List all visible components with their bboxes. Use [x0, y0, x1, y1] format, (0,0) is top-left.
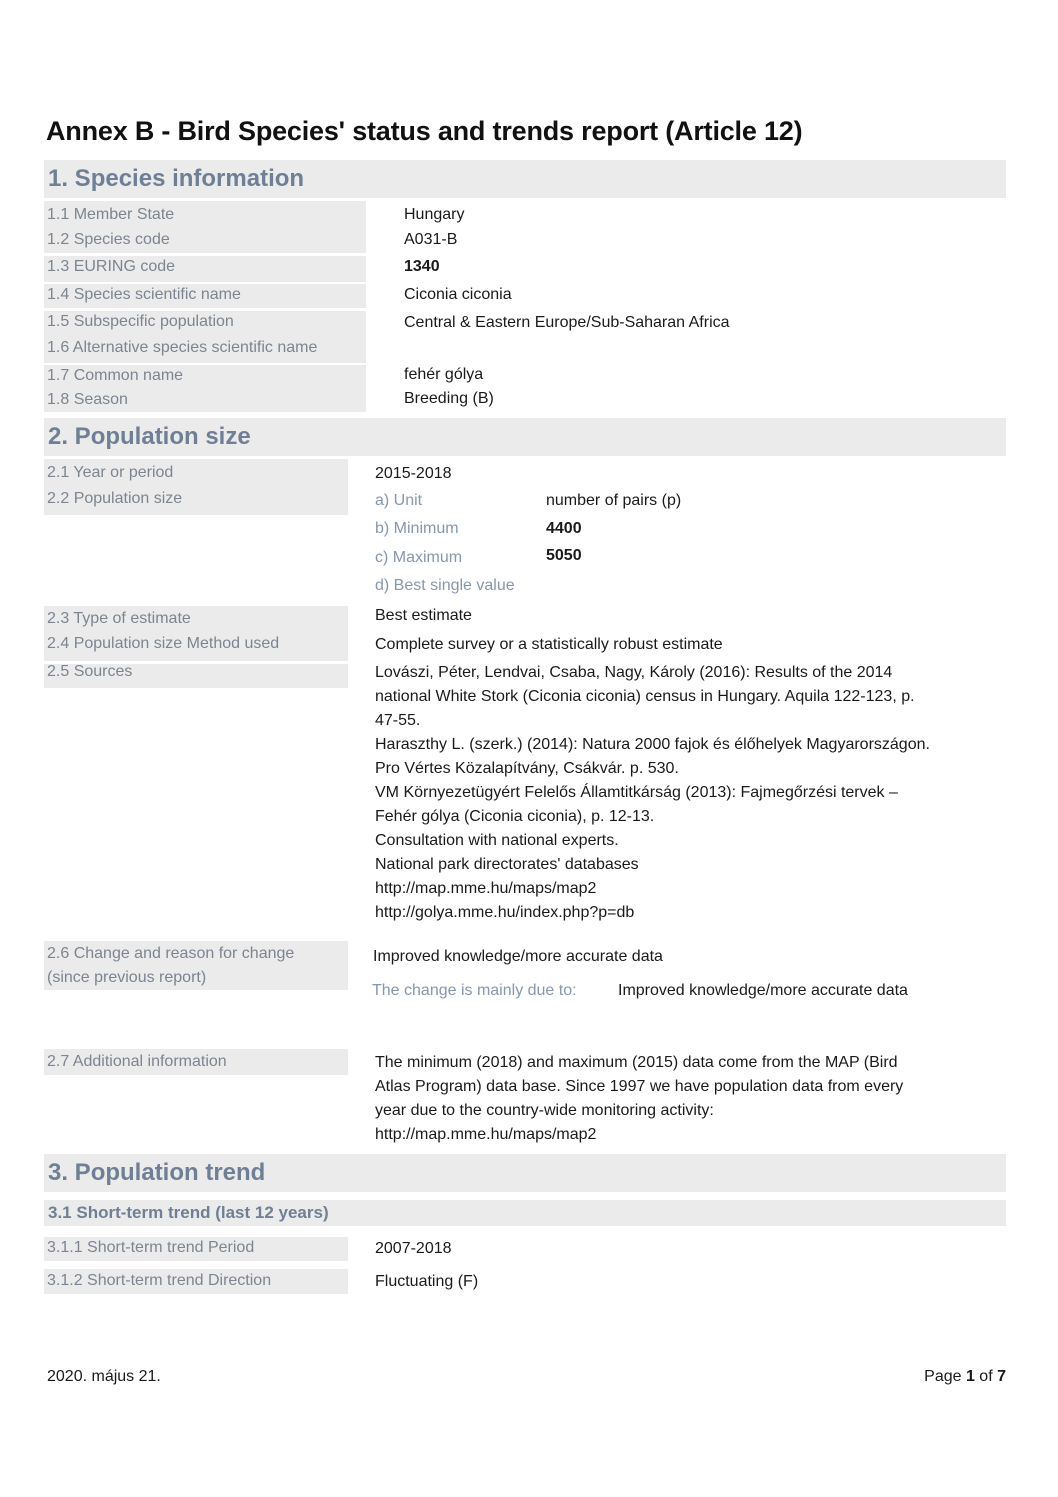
method-used-label: 2.4 Population size Method used	[47, 635, 280, 652]
source-line: Lovászi, Péter, Lendvai, Csaba, Nagy, Károly (2016): Results of the 2014	[375, 664, 893, 681]
method-used-value: Complete survey or a statistically robust estimate	[375, 636, 723, 653]
source-line: VM Környezetügyért Felelős Államtitkárság (2013): Fajmegőrzési tervek –	[375, 784, 898, 801]
change-label-line2: (since previous report)	[47, 969, 207, 986]
source-line: national White Stork (Ciconia ciconia) census in Hungary. Aquila 122-123, p.	[375, 688, 915, 705]
scientific-name-value: Ciconia ciconia	[404, 286, 512, 303]
page-of: of	[974, 1368, 998, 1385]
section-heading-population-size: 2. Population size	[44, 418, 1006, 456]
scientific-name-label: 1.4 Species scientific name	[47, 286, 241, 303]
type-of-estimate-value: Best estimate	[375, 607, 472, 624]
minimum-value: 4400	[546, 520, 582, 537]
short-term-period-label: 3.1.1 Short-term trend Period	[47, 1239, 255, 1256]
species-code-value: A031-B	[404, 231, 458, 248]
additional-information-label: 2.7 Additional information	[47, 1053, 227, 1070]
footer-date: 2020. május 21.	[47, 1368, 161, 1385]
subspecific-population-value: Central & Eastern Europe/Sub-Saharan Africa	[404, 314, 730, 331]
short-term-direction-label: 3.1.2 Short-term trend Direction	[47, 1272, 272, 1289]
maximum-value: 5050	[546, 547, 582, 564]
section-heading-species-information: 1. Species information	[44, 160, 1006, 198]
additional-information-line: http://map.mme.hu/maps/map2	[375, 1126, 597, 1143]
species-code-label: 1.2 Species code	[47, 231, 170, 248]
common-name-label: 1.7 Common name	[47, 367, 184, 384]
season-label: 1.8 Season	[47, 391, 128, 408]
unit-label: a) Unit	[375, 492, 423, 509]
additional-information-line: year due to the country-wide monitoring activity:	[375, 1102, 714, 1119]
season-value: Breeding (B)	[404, 390, 494, 407]
source-line: Pro Vértes Közalapítvány, Csákvár. p. 530.	[375, 760, 679, 777]
source-line: http://golya.mme.hu/index.php?p=db	[375, 904, 635, 921]
change-label-line1: 2.6 Change and reason for change	[47, 945, 295, 962]
best-single-value-label: d) Best single value	[375, 577, 515, 594]
source-line: Fehér gólya (Ciconia ciconia), p. 12-13.	[375, 808, 655, 825]
maximum-label: c) Maximum	[375, 549, 463, 566]
additional-information-line: Atlas Program) data base. Since 1997 we have population data from every	[375, 1078, 904, 1095]
unit-value: number of pairs (p)	[546, 492, 682, 509]
page-current: 1	[965, 1368, 975, 1385]
page-prefix: Page	[924, 1368, 966, 1385]
source-line: Haraszthy L. (szerk.) (2014): Natura 2000 fajok és élőhelyek Magyarországon.	[375, 736, 930, 753]
page-title: Annex B - Bird Species' status and trends report (Article 12)	[46, 116, 803, 146]
common-name-value: fehér gólya	[404, 366, 484, 383]
population-size-label: 2.2 Population size	[47, 490, 183, 507]
source-line: 47-55.	[375, 712, 421, 729]
short-term-direction-value: Fluctuating (F)	[375, 1273, 479, 1290]
footer-page-number	[924, 1368, 1006, 1386]
source-line: National park directorates' databases	[375, 856, 639, 873]
alternative-name-label: 1.6 Alternative species scientific name	[47, 339, 318, 356]
euring-code-value: 1340	[404, 258, 440, 275]
minimum-label: b) Minimum	[375, 520, 459, 537]
section-heading-population-trend: 3. Population trend	[44, 1154, 1006, 1192]
change-reason-label: The change is mainly due to:	[372, 982, 577, 999]
change-value: Improved knowledge/more accurate data	[373, 948, 663, 965]
short-term-period-value: 2007-2018	[375, 1240, 452, 1257]
additional-information-line: The minimum (2018) and maximum (2015) data come from the MAP (Bird	[375, 1054, 898, 1071]
member-state-label: 1.1 Member State	[47, 206, 175, 223]
source-line: Consultation with national experts.	[375, 832, 619, 849]
year-period-value: 2015-2018	[375, 465, 452, 482]
sources-label: 2.5 Sources	[47, 663, 133, 680]
page-total: 7	[997, 1368, 1006, 1385]
source-line: http://map.mme.hu/maps/map2	[375, 880, 597, 897]
member-state-value: Hungary	[404, 206, 465, 223]
change-reason-value: Improved knowledge/more accurate data	[618, 982, 908, 999]
type-of-estimate-label: 2.3 Type of estimate	[47, 610, 191, 627]
subspecific-population-label: 1.5 Subspecific population	[47, 313, 234, 330]
euring-code-label: 1.3 EURING code	[47, 258, 176, 275]
subsection-heading-short-term-trend: 3.1 Short-term trend (last 12 years)	[44, 1200, 1006, 1226]
year-period-label: 2.1 Year or period	[47, 464, 174, 481]
